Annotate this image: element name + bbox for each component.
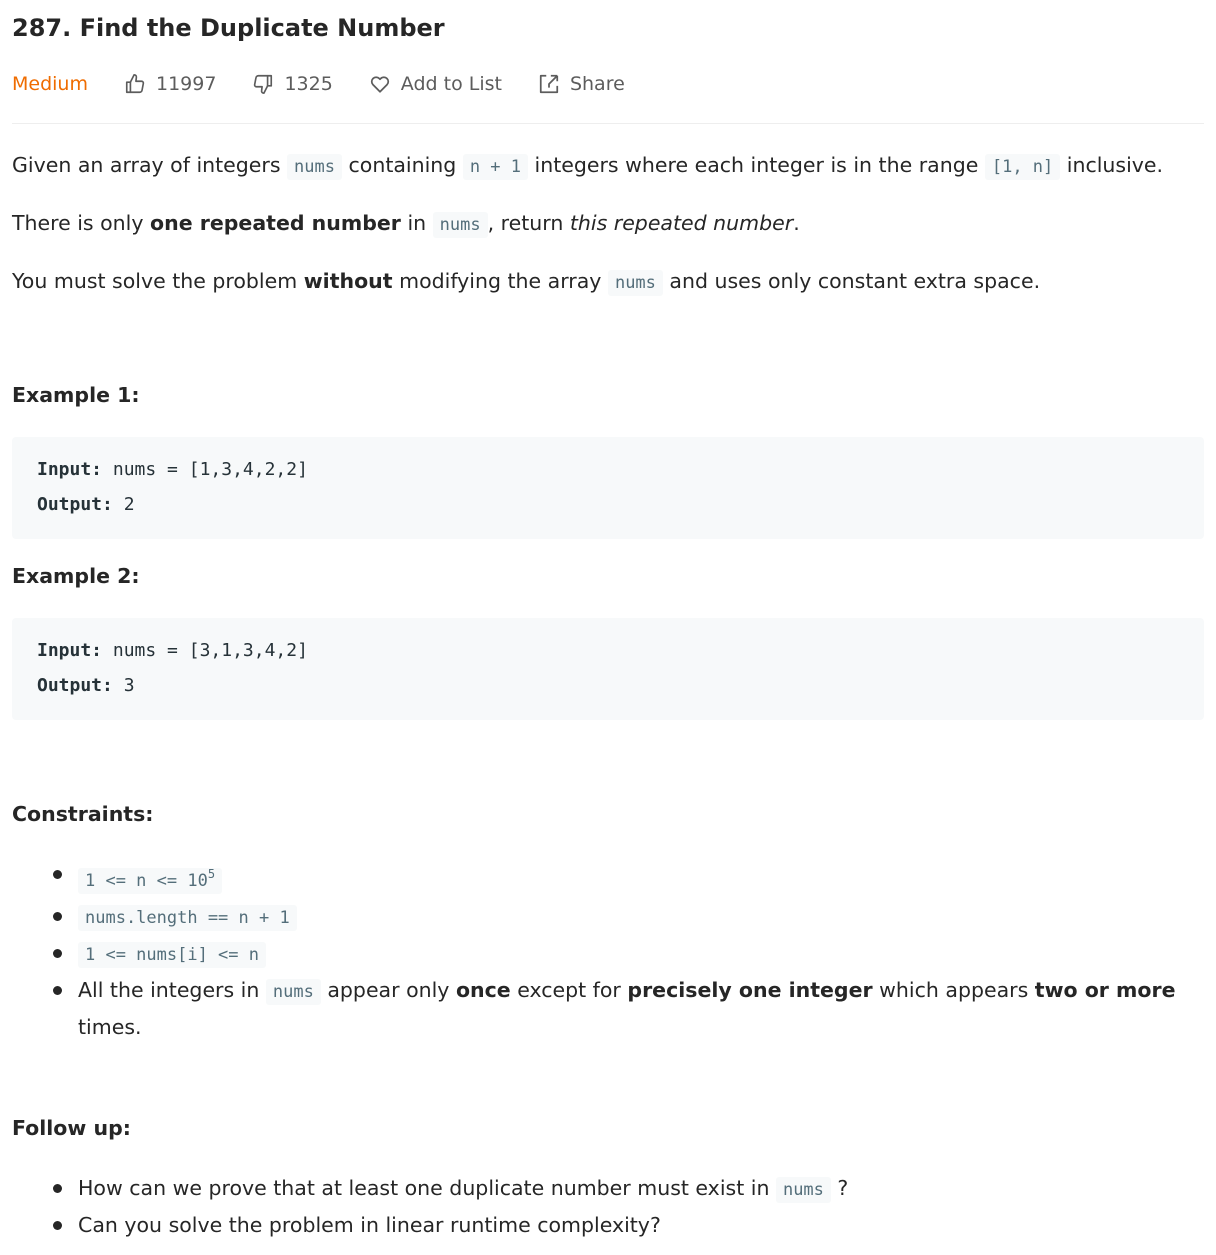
output-label: Output: (37, 675, 113, 696)
example-2-input-line (37, 640, 308, 661)
list-item (12, 899, 1176, 936)
header-divider (12, 123, 1204, 124)
inline-code (78, 868, 222, 894)
problem-title: 287. Find the Duplicate Number (12, 14, 445, 42)
list-item (12, 857, 1176, 899)
text: except for (510, 978, 628, 1002)
dislike-count: 1325 (284, 73, 333, 95)
inline-code: 1 <= nums[i] <= n (78, 942, 266, 968)
text: You must solve the problem (12, 269, 304, 293)
text: , return (487, 211, 570, 235)
heart-icon (369, 73, 391, 95)
superscript: 5 (207, 867, 216, 881)
bullet (53, 986, 62, 995)
bold-text: one repeated number (150, 211, 401, 235)
inline-code: nums (776, 1177, 831, 1203)
constraints-heading: Constraints: (12, 802, 154, 826)
text: which appears (872, 978, 1035, 1002)
bold-text: without (303, 269, 393, 293)
list-item (12, 936, 1176, 973)
example-1-block (12, 437, 1204, 539)
example-2-output-line (37, 675, 135, 696)
text: Can you solve the problem in linear runtime complexity? (78, 1213, 661, 1237)
description-paragraph-3 (12, 266, 1040, 298)
add-to-list-label: Add to List (400, 73, 502, 95)
list-item (12, 1171, 848, 1208)
thumbs-up-icon (124, 73, 146, 95)
like-button[interactable] (124, 73, 216, 95)
share-label: Share (569, 73, 625, 95)
text: and uses only constant extra space. (662, 269, 1041, 293)
text: All the integers in (78, 978, 266, 1002)
thumbs-down-icon (252, 73, 274, 95)
output-label: Output: (37, 494, 113, 515)
inline-code: nums (287, 154, 342, 180)
output-value: 3 (112, 675, 135, 696)
text: ? (830, 1176, 849, 1200)
text: appear only (320, 978, 456, 1002)
bullet (53, 912, 62, 921)
bullet (53, 870, 62, 879)
inline-code: nums (433, 212, 488, 238)
bold-text: two or more (1034, 978, 1176, 1002)
bold-text: precisely one integer (627, 978, 873, 1002)
difficulty-badge: Medium (12, 73, 88, 95)
text: There is only (12, 211, 151, 235)
list-item (12, 1208, 848, 1243)
input-value: nums = [1,3,4,2,2] (102, 459, 308, 480)
text: times. (78, 1015, 142, 1039)
text: modifying the array (392, 269, 608, 293)
dislike-button[interactable] (252, 73, 332, 95)
share-icon (538, 73, 560, 95)
inline-code: nums.length == n + 1 (78, 905, 297, 931)
list-item (12, 973, 1176, 1045)
example-1-output-line (37, 494, 135, 515)
bullet (53, 949, 62, 958)
constraints-list (12, 857, 1176, 1045)
description-paragraph-1 (12, 150, 1163, 182)
description-paragraph-2 (12, 208, 800, 240)
code-text: 1 <= n <= 10 (85, 871, 208, 891)
example-1-heading: Example 1: (12, 383, 140, 407)
inline-code: nums (266, 979, 321, 1005)
input-value: nums = [3,1,3,4,2] (102, 640, 308, 661)
share-button[interactable] (538, 73, 625, 95)
follow-up-list (12, 1171, 848, 1243)
output-value: 2 (112, 494, 135, 515)
text: Given an array of integers (12, 153, 288, 177)
text: containing (342, 153, 463, 177)
text: inclusive. (1060, 153, 1164, 177)
bullet (53, 1184, 62, 1193)
inline-code: n + 1 (463, 154, 528, 180)
example-1-input-line (37, 459, 308, 480)
italic-text: this repeated number (569, 211, 794, 235)
input-label: Input: (37, 640, 103, 661)
bold-text: once (455, 978, 511, 1002)
text: . (793, 211, 800, 235)
problem-meta-bar (12, 68, 661, 100)
text: integers where each integer is in the range (528, 153, 985, 177)
inline-code: nums (608, 270, 663, 296)
bullet (53, 1221, 62, 1230)
add-to-list-button[interactable] (369, 73, 502, 95)
text: in (400, 211, 433, 235)
input-label: Input: (37, 459, 103, 480)
example-2-block (12, 618, 1204, 720)
like-count: 11997 (155, 73, 217, 95)
inline-code: [1, n] (985, 154, 1060, 180)
example-2-heading: Example 2: (12, 564, 140, 588)
text: How can we prove that at least one duplicate number must exist in (78, 1176, 776, 1200)
follow-up-heading: Follow up: (12, 1116, 131, 1140)
